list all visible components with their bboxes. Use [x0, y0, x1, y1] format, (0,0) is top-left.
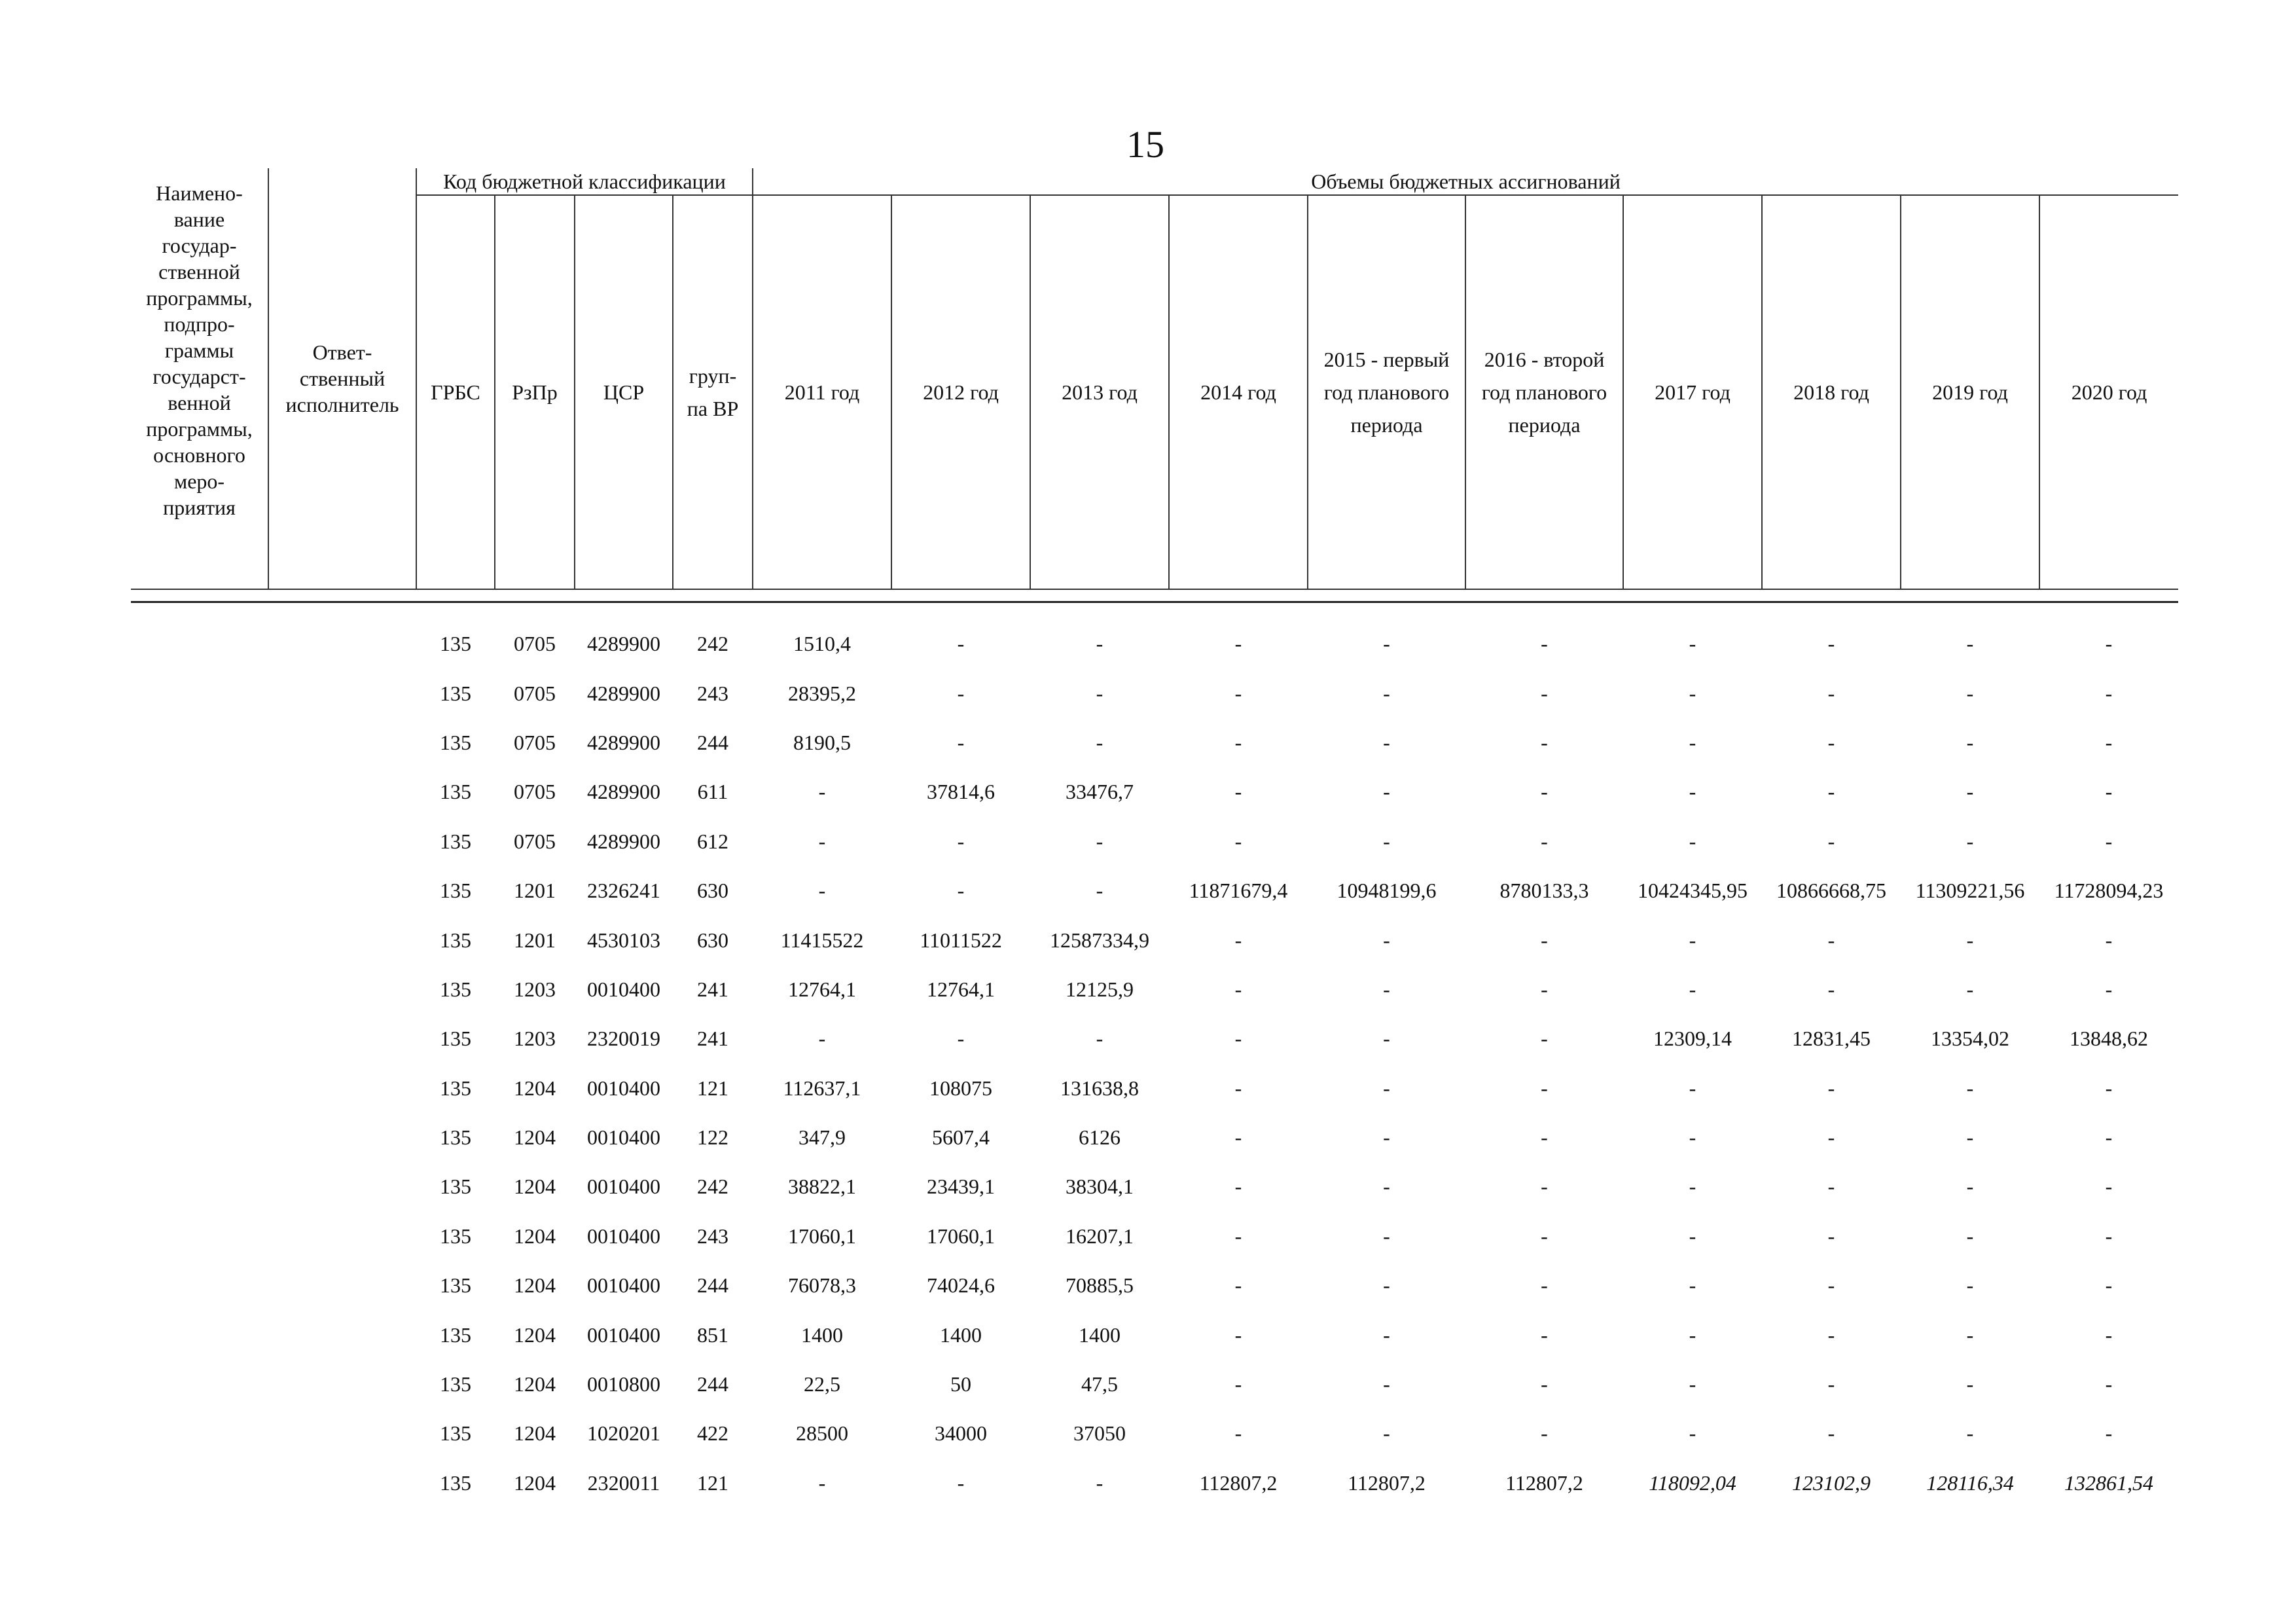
- table-cell: 4289900: [587, 730, 660, 754]
- table-cell: 13354,02: [1931, 1027, 2009, 1051]
- table-cell: 123102,9: [1792, 1470, 1871, 1495]
- table-cell: 121: [697, 1470, 728, 1495]
- table-row: [416, 965, 2178, 1014]
- table-cell: -: [1541, 829, 1548, 853]
- table-cell: 22,5: [804, 1372, 840, 1396]
- table-cell: 0705: [514, 632, 556, 656]
- header-bottom-rule: [131, 601, 2178, 603]
- table-cell: -: [1383, 1027, 1390, 1051]
- table-cell: -: [1383, 780, 1390, 804]
- table-cell: -: [1966, 1224, 1974, 1248]
- table-cell: 135: [440, 1470, 471, 1495]
- table-cell: -: [1966, 1175, 1974, 1199]
- table-cell: 128116,34: [1926, 1470, 2014, 1495]
- table-cell: 0010400: [587, 1175, 660, 1199]
- table-cell: -: [1383, 632, 1390, 656]
- table-cell: 8190,5: [793, 730, 851, 754]
- table-row: [416, 1310, 2178, 1359]
- table-cell: -: [1966, 632, 1974, 656]
- table-cell: 135: [440, 977, 471, 1001]
- table-cell: -: [1234, 1125, 1242, 1150]
- table-cell: 112807,2: [1505, 1470, 1583, 1495]
- table-cell: -: [1541, 780, 1548, 804]
- table-cell: 135: [440, 1027, 471, 1051]
- table-cell: -: [1096, 829, 1103, 853]
- table-cell: -: [1966, 928, 1974, 952]
- table-cell: -: [1827, 780, 1835, 804]
- table-cell: -: [1541, 1372, 1548, 1396]
- table-cell: -: [1966, 977, 1974, 1001]
- table-cell: -: [818, 879, 826, 903]
- table-cell: 242: [697, 1175, 728, 1199]
- table-cell: -: [1689, 1322, 1696, 1347]
- table-cell: 76078,3: [788, 1273, 856, 1298]
- table-cell: 1204: [514, 1125, 556, 1150]
- header-budget-code-group: Код бюджетной классификации: [416, 168, 753, 195]
- table-cell: 241: [697, 977, 728, 1001]
- header-name-column: [131, 168, 268, 589]
- table-cell: 112807,2: [1348, 1470, 1426, 1495]
- table-cell: 243: [697, 1224, 728, 1248]
- table-cell: 34000: [935, 1421, 987, 1446]
- table-cell: 8780133,3: [1499, 879, 1589, 903]
- table-cell: -: [1966, 780, 1974, 804]
- table-cell: 6126: [1079, 1125, 1121, 1150]
- table-cell: 4289900: [587, 829, 660, 853]
- table-cell: -: [1383, 1322, 1390, 1347]
- table-cell: -: [1827, 1125, 1835, 1150]
- table-cell: 612: [697, 829, 728, 853]
- table-cell: 347,9: [798, 1125, 846, 1150]
- table-cell: -: [957, 829, 965, 853]
- table-cell: -: [1827, 1076, 1835, 1100]
- table-row: [416, 1212, 2178, 1261]
- table-cell: -: [1234, 1027, 1242, 1051]
- table-cell: 12309,14: [1653, 1027, 1732, 1051]
- table-cell: 4289900: [587, 780, 660, 804]
- table-cell: 1400: [801, 1322, 843, 1347]
- table-cell: 0010400: [587, 1224, 660, 1248]
- header-year-col: 2016 - второй год планового периода: [1465, 195, 1623, 589]
- table-cell: 1400: [1079, 1322, 1121, 1347]
- table-cell: 135: [440, 1421, 471, 1446]
- header-code-col: РзПр: [495, 195, 575, 589]
- table-cell: -: [2105, 829, 2113, 853]
- table-cell: -: [1234, 681, 1242, 705]
- table-cell: -: [1689, 632, 1696, 656]
- table-cell: 28500: [796, 1421, 848, 1446]
- table-cell: -: [957, 1470, 965, 1495]
- header-code-col: груп- па ВР: [673, 195, 753, 589]
- table-cell: -: [1827, 681, 1835, 705]
- table-cell: -: [1541, 681, 1548, 705]
- table-cell: -: [1234, 1421, 1242, 1446]
- table-cell: 12764,1: [788, 977, 856, 1001]
- table-cell: 1400: [940, 1322, 982, 1347]
- table-cell: 0705: [514, 681, 556, 705]
- table-cell: 2326241: [587, 879, 660, 903]
- table-cell: 11871679,4: [1189, 879, 1288, 903]
- table-cell: -: [2105, 977, 2113, 1001]
- table-cell: 112807,2: [1199, 1470, 1278, 1495]
- table-row: [416, 1014, 2178, 1063]
- table-cell: -: [1541, 1076, 1548, 1100]
- table-cell: 1204: [514, 1470, 556, 1495]
- table-cell: -: [818, 1470, 826, 1495]
- table-cell: 0705: [514, 730, 556, 754]
- table-cell: -: [1827, 1421, 1835, 1446]
- table-cell: -: [957, 632, 965, 656]
- table-cell: 630: [697, 928, 728, 952]
- table-cell: 17060,1: [927, 1224, 995, 1248]
- table-row: [416, 1162, 2178, 1211]
- table-header: [131, 168, 2178, 590]
- table-cell: 1201: [514, 879, 556, 903]
- table-cell: 1204: [514, 1421, 556, 1446]
- table-row: [416, 718, 2178, 767]
- table-cell: 1201: [514, 928, 556, 952]
- table-cell: -: [1689, 1421, 1696, 1446]
- table-cell: -: [957, 879, 965, 903]
- table-cell: -: [1234, 1076, 1242, 1100]
- table-cell: 244: [697, 730, 728, 754]
- table-cell: -: [1096, 1027, 1103, 1051]
- table-cell: -: [1234, 730, 1242, 754]
- table-cell: 135: [440, 681, 471, 705]
- table-cell: 11011522: [920, 928, 1002, 952]
- table-cell: -: [1383, 1273, 1390, 1298]
- table-row: [416, 1459, 2178, 1508]
- table-cell: 112637,1: [783, 1076, 861, 1100]
- header-year-col: 2017 год: [1623, 195, 1762, 589]
- table-cell: 37814,6: [927, 780, 995, 804]
- table-cell: -: [1827, 928, 1835, 952]
- table-cell: 244: [697, 1273, 728, 1298]
- table-cell: -: [2105, 1273, 2113, 1298]
- table-row: [416, 1409, 2178, 1458]
- table-row: [416, 1360, 2178, 1409]
- table-cell: -: [1966, 1125, 1974, 1150]
- table-cell: -: [1966, 681, 1974, 705]
- table-cell: 5607,4: [932, 1125, 990, 1150]
- table-cell: -: [1689, 1125, 1696, 1150]
- table-cell: -: [1966, 1076, 1974, 1100]
- table-cell: 4530103: [587, 928, 660, 952]
- table-row: [416, 619, 2178, 668]
- table-cell: -: [1383, 1125, 1390, 1150]
- table-cell: 10866668,75: [1776, 879, 1886, 903]
- table-cell: 243: [697, 681, 728, 705]
- table-cell: -: [1234, 1224, 1242, 1248]
- table-cell: 1204: [514, 1273, 556, 1298]
- table-cell: 12764,1: [927, 977, 995, 1001]
- table-cell: -: [2105, 1372, 2113, 1396]
- table-cell: -: [1096, 632, 1103, 656]
- table-cell: -: [1689, 1175, 1696, 1199]
- table-cell: 0705: [514, 829, 556, 853]
- table-cell: 135: [440, 1372, 471, 1396]
- table-cell: -: [1827, 1175, 1835, 1199]
- table-cell: 135: [440, 632, 471, 656]
- table-cell: -: [2105, 681, 2113, 705]
- table-cell: -: [1234, 977, 1242, 1001]
- table-cell: -: [1234, 1372, 1242, 1396]
- table-cell: -: [957, 681, 965, 705]
- table-cell: 1204: [514, 1076, 556, 1100]
- table-cell: -: [2105, 632, 2113, 656]
- table-cell: -: [1383, 681, 1390, 705]
- table-row: [416, 915, 2178, 964]
- table-cell: -: [1966, 1322, 1974, 1347]
- table-cell: -: [1234, 1322, 1242, 1347]
- table-cell: 0010400: [587, 1273, 660, 1298]
- table-cell: 851: [697, 1322, 728, 1347]
- table-cell: -: [1541, 1273, 1548, 1298]
- table-cell: 1510,4: [793, 632, 851, 656]
- table-cell: 33476,7: [1066, 780, 1134, 804]
- table-cell: -: [1689, 1372, 1696, 1396]
- table-cell: 0010400: [587, 1322, 660, 1347]
- table-cell: 12831,45: [1792, 1027, 1871, 1051]
- table-cell: -: [2105, 730, 2113, 754]
- header-year-col: 2013 год: [1030, 195, 1169, 589]
- table-cell: 1203: [514, 977, 556, 1001]
- table-row: [416, 817, 2178, 866]
- header-year-col: 2020 год: [2039, 195, 2178, 589]
- header-table: [131, 168, 2178, 590]
- table-cell: -: [1689, 730, 1696, 754]
- header-allocation-group: Объемы бюджетных ассигнований: [753, 168, 2178, 195]
- table-cell: -: [1383, 928, 1390, 952]
- table-cell: 135: [440, 879, 471, 903]
- table-cell: -: [2105, 1076, 2113, 1100]
- table-cell: 10948199,6: [1336, 879, 1437, 903]
- table-cell: 0010400: [587, 1076, 660, 1100]
- table-cell: -: [1827, 1273, 1835, 1298]
- table-cell: -: [1383, 829, 1390, 853]
- table-cell: 1204: [514, 1224, 556, 1248]
- table-cell: -: [1541, 977, 1548, 1001]
- table-cell: 135: [440, 730, 471, 754]
- table-cell: 135: [440, 1175, 471, 1199]
- table-cell: -: [1541, 1322, 1548, 1347]
- table-row: [416, 866, 2178, 915]
- table-cell: -: [1827, 977, 1835, 1001]
- table-cell: 23439,1: [927, 1175, 995, 1199]
- table-cell: -: [1966, 1372, 1974, 1396]
- table-cell: 244: [697, 1372, 728, 1396]
- table-cell: 131638,8: [1060, 1076, 1139, 1100]
- table-cell: 135: [440, 928, 471, 952]
- table-cell: -: [1541, 1224, 1548, 1248]
- table-cell: -: [1966, 730, 1974, 754]
- header-code-col: ЦСР: [575, 195, 673, 589]
- table-cell: -: [1383, 977, 1390, 1001]
- table-cell: 10424345,95: [1638, 879, 1748, 903]
- table-cell: 135: [440, 1273, 471, 1298]
- table-cell: -: [1827, 632, 1835, 656]
- table-cell: 28395,2: [788, 681, 856, 705]
- table-cell: 241: [697, 1027, 728, 1051]
- table-cell: -: [1541, 1027, 1548, 1051]
- table-cell: 70885,5: [1066, 1273, 1134, 1298]
- table-cell: 135: [440, 1076, 471, 1100]
- table-cell: 122: [697, 1125, 728, 1150]
- table-cell: -: [2105, 780, 2113, 804]
- data-table: [416, 619, 2178, 1508]
- table-cell: -: [818, 1027, 826, 1051]
- table-cell: -: [1383, 1175, 1390, 1199]
- table-cell: -: [1096, 730, 1103, 754]
- table-cell: -: [1234, 829, 1242, 853]
- table-cell: 132861,54: [2064, 1470, 2153, 1495]
- table-cell: -: [1827, 1224, 1835, 1248]
- table-cell: 0010400: [587, 1125, 660, 1150]
- table-cell: -: [1383, 730, 1390, 754]
- table-cell: -: [1689, 1273, 1696, 1298]
- table-cell: -: [1541, 632, 1548, 656]
- table-cell: 17060,1: [788, 1224, 856, 1248]
- table-cell: -: [1689, 1224, 1696, 1248]
- table-cell: 118092,04: [1649, 1470, 1736, 1495]
- table-cell: -: [1383, 1076, 1390, 1100]
- table-cell: -: [1689, 780, 1696, 804]
- table-cell: 1204: [514, 1372, 556, 1396]
- table-cell: -: [1234, 632, 1242, 656]
- header-name-label: Наимено- вание государ- ственной программы, подпро- граммы государст- венной программы, основного меро- приятия: [146, 181, 253, 519]
- header-code-col: ГРБС: [416, 195, 495, 589]
- table-cell: 630: [697, 879, 728, 903]
- table-cell: 50: [950, 1372, 971, 1396]
- table-row: [416, 1261, 2178, 1310]
- table-cell: -: [1541, 1125, 1548, 1150]
- table-cell: -: [2105, 1322, 2113, 1347]
- table-cell: -: [2105, 928, 2113, 952]
- table-cell: -: [1966, 1421, 1974, 1446]
- table-cell: -: [1966, 829, 1974, 853]
- table-cell: -: [1234, 928, 1242, 952]
- header-year-col: 2018 год: [1762, 195, 1901, 589]
- header-year-col: 2015 - первый год планового периода: [1308, 195, 1465, 589]
- table-cell: 422: [697, 1421, 728, 1446]
- table-cell: -: [1096, 681, 1103, 705]
- header-year-col: 2019 год: [1901, 195, 2039, 589]
- table-cell: -: [1096, 879, 1103, 903]
- table-cell: -: [1096, 1470, 1103, 1495]
- table-cell: 1020201: [587, 1421, 660, 1446]
- table-cell: -: [1234, 780, 1242, 804]
- header-year-col: 2012 год: [891, 195, 1030, 589]
- table-cell: 47,5: [1081, 1372, 1118, 1396]
- table-cell: -: [1541, 730, 1548, 754]
- page-number: 15: [1126, 123, 1164, 166]
- table-cell: -: [1383, 1421, 1390, 1446]
- table-cell: -: [1689, 977, 1696, 1001]
- header-year-col: 2011 год: [753, 195, 891, 589]
- table-cell: -: [1827, 1372, 1835, 1396]
- table-cell: -: [1827, 1322, 1835, 1347]
- table-cell: -: [957, 730, 965, 754]
- table-row: [416, 767, 2178, 816]
- table-cell: -: [1689, 681, 1696, 705]
- table-cell: -: [1234, 1175, 1242, 1199]
- table-cell: -: [818, 780, 826, 804]
- table-cell: 135: [440, 829, 471, 853]
- header-responsible-label: Ответ- ственный исполнитель: [285, 340, 399, 416]
- table-cell: -: [957, 1027, 965, 1051]
- table-cell: -: [1689, 928, 1696, 952]
- table-cell: -: [1827, 730, 1835, 754]
- table-cell: -: [1541, 1175, 1548, 1199]
- table-row: [416, 668, 2178, 718]
- table-cell: 1204: [514, 1322, 556, 1347]
- table-cell: -: [818, 829, 826, 853]
- table-cell: 2320011: [587, 1470, 660, 1495]
- table-cell: 74024,6: [927, 1273, 995, 1298]
- table-cell: 611: [697, 780, 728, 804]
- table-cell: 1204: [514, 1175, 556, 1199]
- header-responsible-column: [268, 168, 416, 589]
- table-cell: 16207,1: [1066, 1224, 1134, 1248]
- table-cell: 4289900: [587, 632, 660, 656]
- table-cell: -: [1966, 1273, 1974, 1298]
- table-cell: -: [1827, 829, 1835, 853]
- table-cell: 12587334,9: [1050, 928, 1149, 952]
- table-cell: -: [1689, 1076, 1696, 1100]
- table-cell: 0705: [514, 780, 556, 804]
- table-cell: 2320019: [587, 1027, 660, 1051]
- table-cell: -: [1541, 1421, 1548, 1446]
- table-cell: -: [2105, 1175, 2113, 1199]
- table-cell: 11309221,56: [1915, 879, 2025, 903]
- table-cell: 13848,62: [2070, 1027, 2148, 1051]
- table-cell: 38304,1: [1066, 1175, 1134, 1199]
- table-cell: 12125,9: [1066, 977, 1134, 1001]
- table-cell: 0010800: [587, 1372, 660, 1396]
- table-cell: 135: [440, 1125, 471, 1150]
- table-cell: 37050: [1073, 1421, 1126, 1446]
- table-cell: 0010400: [587, 977, 660, 1001]
- table-cell: 121: [697, 1076, 728, 1100]
- table-cell: 11415522: [780, 928, 864, 952]
- table-cell: 135: [440, 1224, 471, 1248]
- table-cell: 108075: [929, 1076, 992, 1100]
- table-cell: 1203: [514, 1027, 556, 1051]
- table-cell: -: [2105, 1421, 2113, 1446]
- table-cell: 242: [697, 632, 728, 656]
- table-cell: -: [2105, 1125, 2113, 1150]
- header-year-col: 2014 год: [1169, 195, 1308, 589]
- table-cell: -: [1541, 928, 1548, 952]
- table-cell: -: [1383, 1372, 1390, 1396]
- table-cell: 11728094,23: [2054, 879, 2164, 903]
- table-cell: -: [2105, 1224, 2113, 1248]
- table-cell: -: [1689, 829, 1696, 853]
- table-cell: 4289900: [587, 681, 660, 705]
- table-cell: -: [1383, 1224, 1390, 1248]
- table-row: [416, 1064, 2178, 1113]
- table-cell: -: [1234, 1273, 1242, 1298]
- table-cell: 38822,1: [788, 1175, 856, 1199]
- table-cell: 135: [440, 1322, 471, 1347]
- table-cell: 135: [440, 780, 471, 804]
- table-row: [416, 1113, 2178, 1162]
